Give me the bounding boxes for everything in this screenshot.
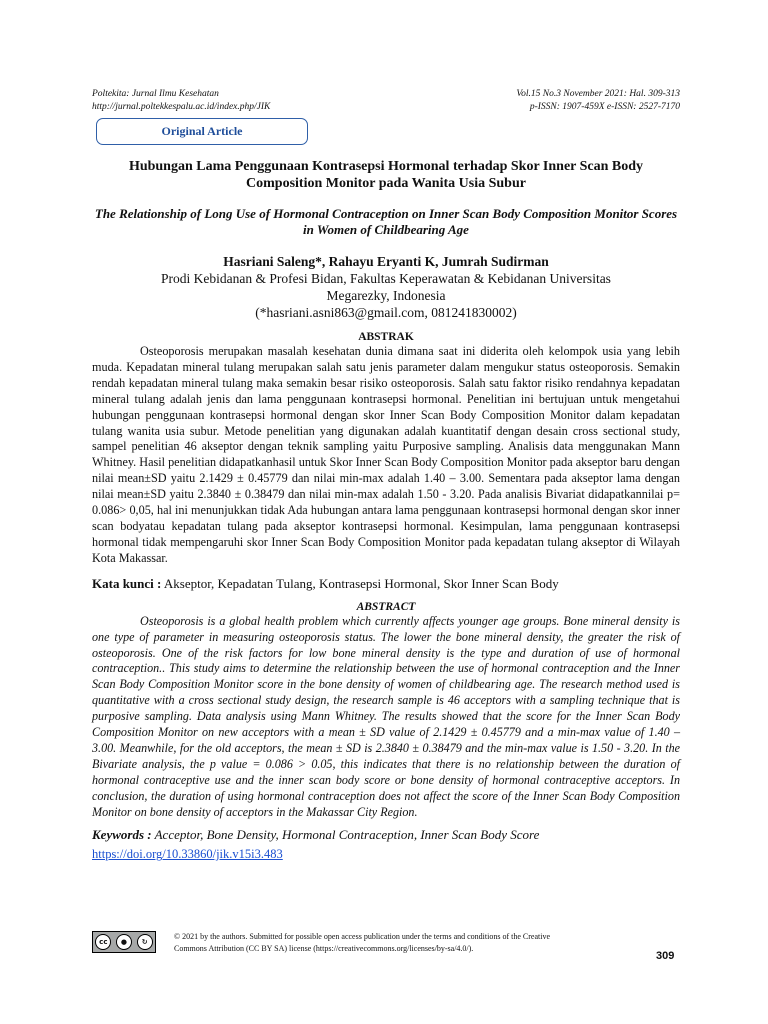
- license-line-2: Commons Attribution (CC BY SA) license (https://creativecommons.org/licenses/by-sa/4.0/).: [174, 943, 474, 953]
- article-page: [92, 88, 680, 862]
- corresponding-contact: (*hasriani.asni863@gmail.com, 081241830002): [255, 305, 517, 320]
- affiliation-line-2: Megarezky, Indonesia: [326, 288, 446, 303]
- header-left: [92, 88, 270, 114]
- journal-name: Poltekita: Jurnal Ilmu Kesehatan: [92, 89, 219, 99]
- kata-kunci-label: Kata kunci :: [92, 575, 162, 591]
- running-header: [92, 88, 680, 114]
- page-number: 309: [656, 950, 675, 962]
- issn-info: p-ISSN: 1907-459X e-ISSN: 2527-7170: [529, 102, 680, 112]
- keywords-text: Acceptor, Bone Density, Hormonal Contraception, Inner Scan Body Score: [151, 827, 540, 843]
- title-indonesian: Hubungan Lama Penggunaan Kontrasepsi Hormonal terhadap Skor Inner Scan Body Composition Monitor pada Wanita Usia Subur: [128, 159, 644, 191]
- abstrak-text: Osteoporosis merupakan masalah kesehatan dunia dimana saat ini diderita oleh kelompok usia yang lebih muda. Kepadatan mineral tulang merupakan salah satu jenis parameter dalam mengukur status osteoporosis. Semakin rendah kepadatan mineral tulang maka semakin besar risiko osteoporosis. Salah satu faktor risiko rendahnya kepadatan mineral tulang adalah jenis dan lama penggunaan kontrasepsi hormonal. Penelitian ini bertujuan untuk mengetahui hubungan penggunaan kontrasepsi hormonal dengan skor Inner Scan Body Composition Monitor dalam kepadatan tulang wanita usia subur. Metode penelitian yang digunakan adalah kuantitatif dengan desain cross sectional study, sampel penelitian 46 akseptor dengan teknik sampling yaitu Purposive sampling. Analisis data menggunakan Mann Whitney. Hasil penelitian didapatkanhasil untuk Skor Inner Scan Body Composition Monitor pada akseptor baru dengan nilai mean±SD yaitu 2.1429 ± 0.45779 dan nilai min-max adalah 1.40 – 3.00. Sementara pada akseptor lama dengan nilai mean±SD yaitu 2.3840 ± 0.38479 dan nilai min-max adalah 1.50 - 3.20. Pada analisis Bivariat didapatkannilai p= 0.086> 0,05, hal ini menunjukkan tidak Ada hubungan antara lama penggunaan kontrasepsi hormonal dengan skor inner scan bodyatau kepadatan tulang pada akseptor kontrasepsi hormonal. Kesimpulan, lama penggunaan kontrasepsi hormonal tidak mempengaruhi skor Inner Scan Body Composition Monitor pada kepadatan tulang akseptor di Wilayah Kota Makassar.: [92, 344, 680, 565]
- license-text: [174, 931, 550, 954]
- abstract-text: Osteoporosis is a global health problem which currently affects younger age groups. Bone mineral density is one type of parameter in measuring osteoporosis status. The lower the bone mineral density, the greater the risk of osteoporosis. One of the risk factors for low bone mineral density is the type and duration of use of hormonal contraception.. This study aims to determine the relationship between the use of hormonal contraception and the Inner Scan Body Composition Monitor score in the bone density of women of childbearing age. The research method used is quantitative with a cross sectional study design, the research sample is 46 acceptors with a sampling technique that is purposive sampling. Data analysis using Mann Whitney. The results showed that the score for the Inner Scan Body Composition Monitor on new acceptors with a mean ± SD value of 2.1429 ± 0.45779 and a min-max value of 1.40 – 3.00. Meanwhile, for the old acceptors, the mean ± SD is 2.3840 ± 0.38479 and the min-max value is 1.50 - 3.20. In the Bivariate analysis, the p value = 0.086 > 0.05, this indicates that there is no relationship between the duration of hormonal contraceptive use and the inner scan body score or bone density of hormonal contraceptive acceptors. In conclusion, the duration of using hormonal contraception does not affect the score of the Inner Scan Body Composition Monitor on bone density of acceptors in the Makassar City Region.: [92, 613, 680, 819]
- license-footer: [92, 931, 680, 954]
- header-right: [516, 88, 680, 114]
- cc-icon: cc: [95, 934, 111, 950]
- article-type-badge: Original Article: [96, 118, 308, 145]
- cc-by-sa-icon: [92, 931, 156, 953]
- title-english: The Relationship of Long Use of Hormonal Contraception on Inner Scan Body Composition Monitor Scores in Women of Childbearing Age: [94, 206, 678, 237]
- keywords-label: Keywords :: [92, 827, 152, 843]
- sa-icon: ↻: [137, 934, 153, 950]
- abstrak-heading: ABSTRAK: [358, 331, 414, 343]
- author-list: Hasriani Saleng*, Rahayu Eryanti K, Jumrah Sudirman: [223, 254, 549, 269]
- license-line-1: © 2021 by the authors. Submitted for possible open access publication under the terms and conditions of the Creative: [174, 932, 550, 941]
- keywords: [92, 827, 680, 843]
- abstract-heading: ABSTRACT: [356, 600, 416, 613]
- journal-url[interactable]: http://jurnal.poltekkespalu.ac.id/index.php/JIK: [92, 102, 271, 112]
- affiliation-line-1: Prodi Kebidanan & Profesi Bidan, Fakultas Keperawatan & Kebidanan Universitas: [161, 271, 611, 286]
- volume-info: Vol.15 No.3 November 2021: Hal. 309-313: [516, 89, 680, 99]
- kata-kunci: [92, 576, 680, 592]
- doi-link[interactable]: https://doi.org/10.33860/jik.v15i3.483: [92, 847, 283, 862]
- by-icon: ●: [116, 934, 132, 950]
- kata-kunci-text: Akseptor, Kepadatan Tulang, Kontrasepsi Hormonal, Skor Inner Scan Body: [161, 575, 559, 591]
